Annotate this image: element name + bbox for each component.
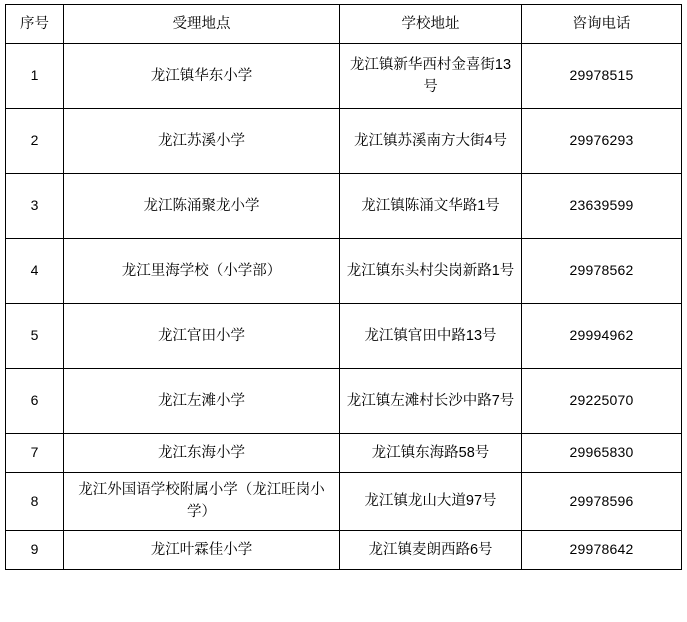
column-header-address: 学校地址: [340, 5, 522, 44]
cell-index: 1: [6, 44, 64, 109]
cell-address: 龙江镇官田中路13号: [340, 304, 522, 369]
cell-site: 龙江外国语学校附属小学（龙江旺岗小学）: [64, 473, 340, 531]
cell-index: 6: [6, 369, 64, 434]
cell-phone: 23639599: [522, 174, 682, 239]
cell-address: 龙江镇麦朗西路6号: [340, 530, 522, 569]
cell-index: 8: [6, 473, 64, 531]
cell-address: 龙江镇东海路58号: [340, 434, 522, 473]
cell-phone: 29976293: [522, 109, 682, 174]
table-header: [6, 5, 682, 44]
cell-index: 9: [6, 530, 64, 569]
table-row: [6, 434, 682, 473]
table-row: [6, 174, 682, 239]
cell-phone: 29965830: [522, 434, 682, 473]
table-row: [6, 304, 682, 369]
cell-address: 龙江镇新华西村金喜街13号: [340, 44, 522, 109]
table-row: [6, 239, 682, 304]
cell-site: 龙江东海小学: [64, 434, 340, 473]
cell-phone: 29978596: [522, 473, 682, 531]
table-row: [6, 109, 682, 174]
cell-site: 龙江叶霖佳小学: [64, 530, 340, 569]
cell-site: 龙江镇华东小学: [64, 44, 340, 109]
table-header-row: [6, 5, 682, 44]
column-header-phone: 咨询电话: [522, 5, 682, 44]
cell-address: 龙江镇苏溪南方大街4号: [340, 109, 522, 174]
cell-site: 龙江陈涌聚龙小学: [64, 174, 340, 239]
cell-site: 龙江里海学校（小学部）: [64, 239, 340, 304]
cell-site: 龙江左滩小学: [64, 369, 340, 434]
table-body: [6, 44, 682, 570]
cell-phone: 29978562: [522, 239, 682, 304]
column-header-site: 受理地点: [64, 5, 340, 44]
enrollment-sites-table: [5, 4, 682, 570]
cell-address: 龙江镇龙山大道97号: [340, 473, 522, 531]
cell-index: 3: [6, 174, 64, 239]
cell-site: 龙江官田小学: [64, 304, 340, 369]
cell-address: 龙江镇陈涌文华路1号: [340, 174, 522, 239]
table-row: [6, 530, 682, 569]
cell-phone: 29978515: [522, 44, 682, 109]
cell-index: 5: [6, 304, 64, 369]
column-header-index: 序号: [6, 5, 64, 44]
cell-index: 7: [6, 434, 64, 473]
cell-phone: 29994962: [522, 304, 682, 369]
cell-site: 龙江苏溪小学: [64, 109, 340, 174]
cell-index: 2: [6, 109, 64, 174]
table-row: [6, 44, 682, 109]
cell-phone: 29978642: [522, 530, 682, 569]
table-row: [6, 369, 682, 434]
cell-address: 龙江镇东头村尖岗新路1号: [340, 239, 522, 304]
cell-address: 龙江镇左滩村长沙中路7号: [340, 369, 522, 434]
table-row: [6, 473, 682, 531]
cell-phone: 29225070: [522, 369, 682, 434]
cell-index: 4: [6, 239, 64, 304]
